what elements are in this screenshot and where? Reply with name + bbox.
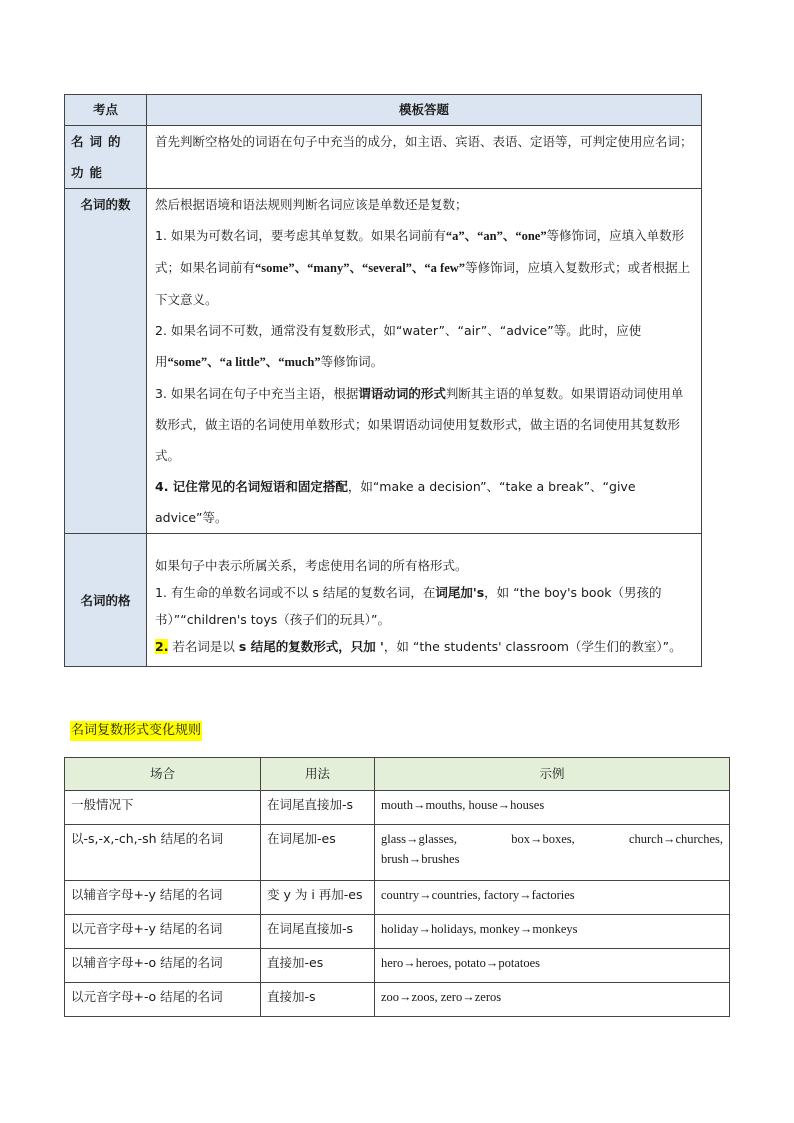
example-cell: country→countries, factory→factories — [375, 881, 730, 915]
table-row-noun-number — [65, 189, 702, 534]
example-line: brush→brushes — [381, 852, 460, 866]
bold-modifiers: “a”、“an”、“one” — [445, 229, 547, 243]
highlighted-number: 2. — [155, 639, 169, 654]
example-cell — [375, 825, 730, 881]
bold-modifiers: “some”、“many”、“several”、“a few” — [255, 261, 466, 275]
bold-phrase: 4. 记住常见的名词 — [155, 479, 261, 494]
bold-phrase: 词尾加's — [435, 585, 485, 600]
text-span: 判断其主语的单复数。如果谓语动词使用单数形式，做主语的名词使用单数形式；如果谓语动词使用复数形式，做主语的名词使用其复数形式。 — [155, 386, 684, 463]
case-cell: 以辅音字母+-y 结尾的名词 — [65, 881, 261, 915]
usage-cell: 变 y 为 i 再加-es — [261, 881, 375, 915]
text-span: 2. 如果名词不可数，通常没有复数形式，如“water”、“air”、“advice”等。此时，应使用 — [155, 323, 642, 369]
table-row-noun-function — [65, 126, 702, 189]
bold-phrase: 短语和固定搭配 — [260, 479, 348, 494]
text-span: ，如 “the students' classroom（学生们的教室）”。 — [383, 639, 682, 654]
header-template: 模板答题 — [147, 95, 702, 126]
text-span: 3. 如果名词在句子中充当主语，根据 — [155, 386, 359, 401]
noun-number-content — [147, 189, 702, 534]
example-item: church→churches, — [628, 832, 723, 846]
table-header-row — [65, 95, 702, 126]
text-span: ，如 “the boy's book（男孩的书）”“children's toys（孩子们的玩具）”。 — [155, 585, 662, 627]
example-cell: zoo→zoos, zero→zeros — [375, 983, 730, 1017]
topic-noun-number: 名词的数 — [65, 189, 147, 534]
header-case: 场合 — [65, 758, 261, 791]
usage-cell: 在词尾直接加-s — [261, 915, 375, 949]
noun-number-point-1 — [155, 220, 693, 315]
grammar-template-table — [64, 94, 702, 667]
table-row — [65, 983, 730, 1017]
usage-cell: 在词尾加-es — [261, 825, 375, 881]
table-row — [65, 791, 730, 825]
case-cell: 以-s,-x,-ch,-sh 结尾的名词 — [65, 825, 261, 881]
example-item: box→boxes, — [511, 832, 575, 846]
text-span: 等修饰词。 — [320, 354, 384, 369]
noun-number-point-2 — [155, 315, 693, 378]
header-topic: 考点 — [65, 95, 147, 126]
example-cell: hero→heroes, potato→potatoes — [375, 949, 730, 983]
example-line — [381, 829, 723, 849]
usage-cell: 直接加-s — [261, 983, 375, 1017]
case-cell: 以元音字母+-o 结尾的名词 — [65, 983, 261, 1017]
usage-cell: 直接加-es — [261, 949, 375, 983]
case-cell: 以元音字母+-y 结尾的名词 — [65, 915, 261, 949]
header-example: 示例 — [375, 758, 730, 791]
table-row — [65, 949, 730, 983]
text-span: 1. 如果为可数名词，要考虑其单复数。如果名词前有 — [155, 228, 446, 243]
text-span: ，如“make a decision”、“take a break”、“give advice”等。 — [155, 479, 636, 525]
table-row-noun-case — [65, 534, 702, 667]
text-span: 1. 有生命的单数名词或不以 s 结尾的复数名词，在 — [155, 585, 436, 600]
noun-case-point-1 — [155, 579, 693, 633]
noun-case-intro: 如果句子中表示所属关系，考虑使用名词的所有格形式。 — [155, 558, 468, 573]
header-usage: 用法 — [261, 758, 375, 791]
case-cell: 以辅音字母+-o 结尾的名词 — [65, 949, 261, 983]
case-cell: 一般情况下 — [65, 791, 261, 825]
example-cell: mouth→mouths, house→houses — [375, 791, 730, 825]
section-title: 名词复数形式变化规则 — [70, 721, 202, 741]
example-cell: holiday→holidays, monkey→monkeys — [375, 915, 730, 949]
noun-number-point-4 — [155, 471, 693, 533]
text-span: 等修饰词，应填入复数形式；或者根据上下文意义。 — [155, 260, 691, 307]
table-header-row — [65, 758, 730, 791]
noun-case-point-2 — [155, 633, 693, 660]
topic-noun-case: 名词的格 — [65, 534, 147, 667]
table-row — [65, 881, 730, 915]
topic-noun-function: 名词的功能 — [65, 126, 147, 189]
usage-cell: 在词尾直接加-s — [261, 791, 375, 825]
text-span: 若名词是以 — [168, 639, 239, 654]
noun-number-point-3 — [155, 378, 693, 471]
table-row — [65, 915, 730, 949]
text-span: 等修饰词，应填入单数形式；如果名词前有 — [155, 228, 685, 275]
example-item: glass→glasses, — [381, 832, 458, 846]
noun-function-text: 首先判断空格处的词语在句子中充当的成分，如主语、宾语、表语、定语等，可判定使用应名词； — [147, 126, 702, 189]
bold-phrase: s 结尾的复数形式，只加 ' — [238, 639, 384, 654]
bold-phrase: 谓语动词的形式 — [358, 386, 446, 401]
noun-number-intro: 然后根据语境和语法规则判断名词应该是单数还是复数； — [155, 197, 468, 212]
plural-rules-table — [64, 757, 730, 1017]
noun-case-content — [147, 534, 702, 667]
table-row — [65, 825, 730, 881]
bold-modifiers: “some”、“a little”、“much” — [167, 355, 321, 369]
